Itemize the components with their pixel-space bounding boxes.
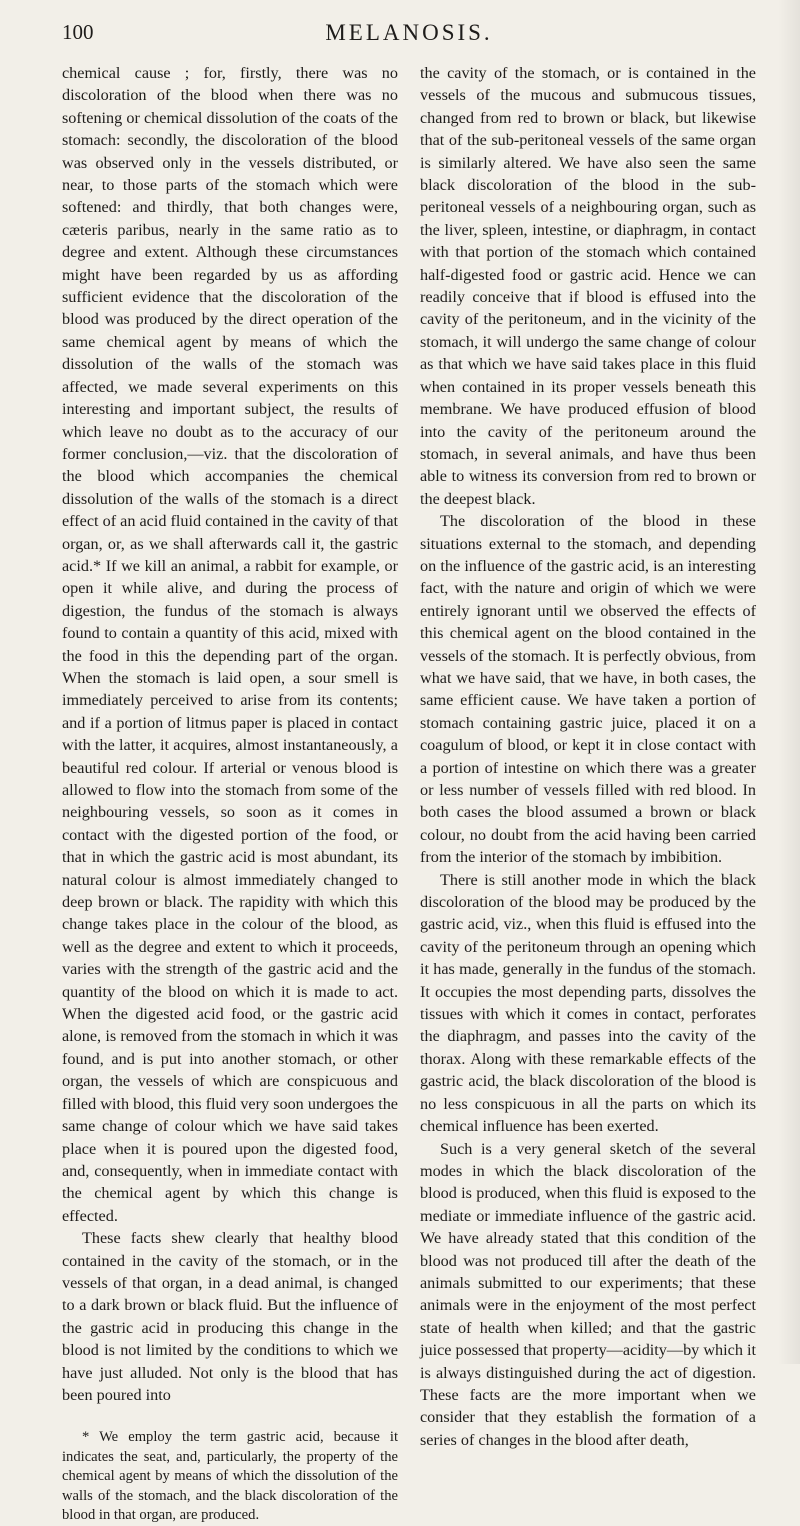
page-edge-shadow bbox=[778, 0, 800, 1364]
page-header bbox=[62, 16, 756, 56]
paragraph: Such is a very general sketch of the several modes in which the black discoloration of the blood is produced, when this fluid is exposed to the mediate or immediate influence of the gastric acid. We have already stated that this condition of the blood was not produced till after the death of the animals submitted to our experiments; that these animals were in the enjoyment of the most perfect state of health when killed; and that the gastric juice possessed that property—acidity—by which it is always distinguished during the act of digestion. These facts are the more important when we consider that they establish the formation of a series of changes in the blood after death, bbox=[420, 1139, 756, 1449]
right-column bbox=[420, 62, 756, 1526]
paragraph: The discoloration of the blood in these situations external to the stomach, and depending on the influence of the gastric acid, is an interesting fact, with the nature and origin of which we were entirely ignorant until we observed the effects of this chemical agent on the blood contained in the vessels of the stomach. It is perfectly obvious, from what we have said, that we have, in both cases, the same efficient cause. We have taken a portion of stomach containing gastric juice, placed it on a coagulum of blood, or kept it in close contact with a portion of intestine on which there was a greater or less number of vessels filled with red blood. In both cases the blood assumed a brown or black colour, no doubt from the acid having been carried from the interior of the stomach by imbibition. bbox=[420, 512, 756, 867]
paragraph: the cavity of the stomach, or is contained in the vessels of the mucous and submucous tissues, changed from red to brown or black, but likewise that of the sub-peritoneal vessels of the same organ is similarly altered. We have also seen the same black discoloration of the blood in the sub-peritoneal vessels of a neighbouring organ, such as the liver, spleen, intestine, or diaphragm, in contact with that portion of the stomach which contained half-digested food or gastric acid. Hence we can readily conceive that if blood is effused into the cavity of the peritoneum, and in the vicinity of the stomach, it will undergo the same change of colour as that which we have said takes place in this fluid when contained in its proper vessels beneath this membrane. We have produced effusion of blood into the cavity of the peritoneum around the stomach, in several animals, and have thus been able to witness its conversion from red to brown or the deepest black. bbox=[420, 64, 756, 508]
footnote: * We employ the term gastric acid, because it indicates the seat, and, particularly, the property of the chemical agent by means of which the dissolution of the walls of the stomach, and the black discoloration of the blood in that organ, are produced. bbox=[62, 1429, 398, 1524]
paragraph: chemical cause ; for, firstly, there was no discoloration of the blood when there was no softening or chemical dissolution of the coats of the stomach: secondly, the discoloration of the blood was observed only in the vessels distributed, or near, to those parts of the stomach which were softened: and thirdly, that both changes were, cæteris paribus, nearly in the same ratio as to degree and extent. Although these circumstances might have been regarded by us as affording sufficient evidence that the discoloration of the blood was produced by the direct operation of the same chemical agent by means of which the dissolution of the walls of the stomach was affected, we made several experiments on this interesting and important subject, the results of which leave no doubt as to the accuracy of our former conclusion,—viz. that the discoloration of the blood which accompanies the chemical dissolution of the walls of the stomach is a direct effect of an acid fluid contained in the cavity of that organ, or, as we shall afterwards call it, the gastric acid.* If we kill an animal, a rabbit for example, or open it while alive, and during the process of digestion, the fundus of the stomach is always found to contain a quantity of this acid, mixed with the food in this the depending part of the organ. When the stomach is laid open, a sour smell is immediately perceived to arise from its contents; and if a portion of litmus paper is placed in contact with the latter, it acquires, almost instantaneously, a beautiful red colour. If arterial or venous blood is allowed to flow into the stomach from some of the neighbouring vessels, so soon as it comes in contact with the digested portion of the food, or that in which the gastric acid is most abundant, its natural colour is almost immediately changed to deep brown or black. The rapidity with which this change takes place in the colour of the blood, as well as the degree and extent to which it proceeds, varies with the strength of the gastric acid and the quantity of the blood on which it is made to act. When the digested acid food, or the gastric acid alone, is removed from the stomach in which it was found, and is put into another stomach, or other organ, the vessels of which are conspicuous and filled with blood, this fluid very soon undergoes the same change of colour which we have said takes place when it is poured upon the digested food, and, consequently, when in immediate contact with the chemical agent by which this change is effected. bbox=[62, 64, 398, 1225]
running-head: MELANOSIS. bbox=[325, 20, 493, 45]
page-number: 100 bbox=[62, 20, 94, 44]
text-columns bbox=[62, 62, 756, 1526]
paragraph: These facts shew clearly that healthy blood contained in the cavity of the stomach, or in the vessels of that organ, in a dead animal, is changed to a dark brown or black fluid. But the influence of the gastric acid in producing this change in the blood is not limited by the conditions to which we have just alluded. Not only is the blood that has been poured into bbox=[62, 1229, 398, 1404]
left-column bbox=[62, 62, 398, 1526]
paragraph: There is still another mode in which the black discoloration of the blood may be produced by the gastric acid, viz., when this fluid is effused into the cavity of the peritoneum through an opening which it has made, generally in the fundus of the stomach. It occupies the most depending parts, dissolves the tissues with which it comes in contact, perforates the diaphragm, and passes into the cavity of the thorax. Along with these remarkable effects of the gastric acid, the black discoloration of the blood is no less conspicuous in all the parts on which its chemical influence has been exerted. bbox=[420, 870, 756, 1136]
